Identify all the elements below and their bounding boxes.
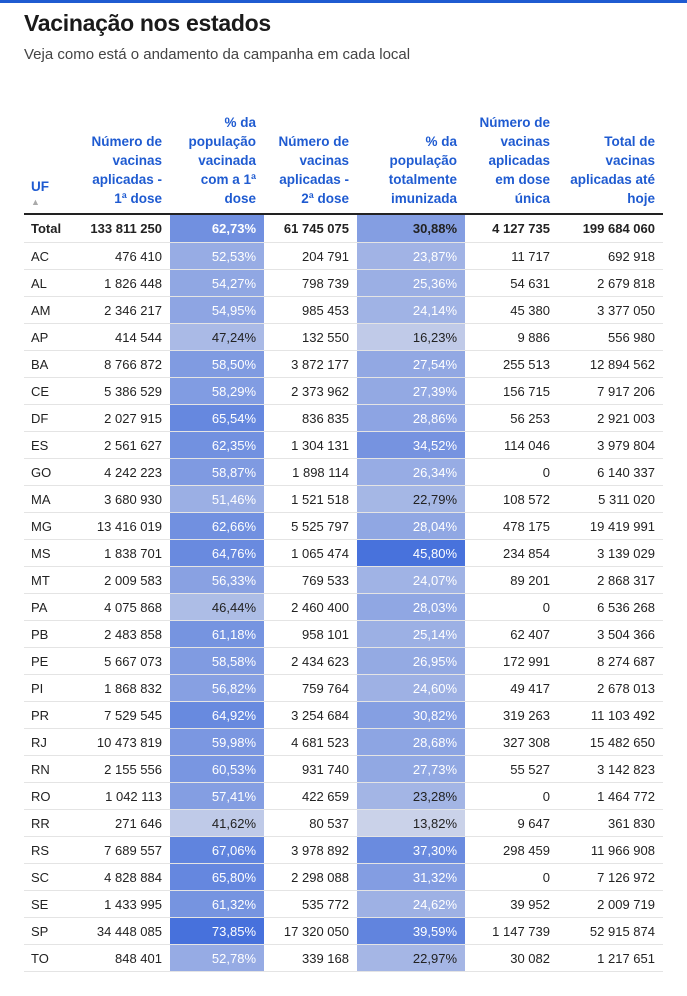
cell-total: 199 684 060	[558, 214, 663, 243]
cell-total: 11 966 908	[558, 837, 663, 864]
cell-uf: SP	[24, 918, 84, 945]
cell-dose1: 1 433 995	[84, 891, 170, 918]
sort-arrow-icon[interactable]: ▲	[31, 197, 40, 207]
table-row	[24, 945, 663, 972]
cell-dose1: 2 483 858	[84, 621, 170, 648]
cell-total: 6 140 337	[558, 459, 663, 486]
column-header-uf[interactable]	[24, 88, 84, 214]
cell-pct-dose1: 60,53%	[170, 756, 264, 783]
cell-total: 7 126 972	[558, 864, 663, 891]
table-row	[24, 378, 663, 405]
cell-dose1: 5 667 073	[84, 648, 170, 675]
cell-total: 1 464 772	[558, 783, 663, 810]
cell-uf: MS	[24, 540, 84, 567]
cell-dose2: 958 101	[264, 621, 357, 648]
table-row	[24, 486, 663, 513]
cell-single-dose: 45 380	[465, 297, 558, 324]
cell-dose1: 1 826 448	[84, 270, 170, 297]
cell-single-dose: 54 631	[465, 270, 558, 297]
cell-pct-dose1: 41,62%	[170, 810, 264, 837]
cell-uf: Total	[24, 214, 84, 243]
cell-uf: AC	[24, 243, 84, 270]
cell-uf: RO	[24, 783, 84, 810]
cell-single-dose: 298 459	[465, 837, 558, 864]
table-row	[24, 648, 663, 675]
cell-pct-full: 27,73%	[357, 756, 465, 783]
cell-uf: AL	[24, 270, 84, 297]
cell-pct-full: 37,30%	[357, 837, 465, 864]
cell-uf: MT	[24, 567, 84, 594]
table-row	[24, 351, 663, 378]
table-row	[24, 783, 663, 810]
cell-total: 6 536 268	[558, 594, 663, 621]
cell-dose1: 271 646	[84, 810, 170, 837]
cell-pct-dose1: 57,41%	[170, 783, 264, 810]
cell-dose1: 1 838 701	[84, 540, 170, 567]
cell-dose1: 4 828 884	[84, 864, 170, 891]
cell-uf: SC	[24, 864, 84, 891]
cell-total: 3 142 823	[558, 756, 663, 783]
cell-pct-full: 30,82%	[357, 702, 465, 729]
cell-pct-full: 28,04%	[357, 513, 465, 540]
cell-dose2: 931 740	[264, 756, 357, 783]
cell-uf: PB	[24, 621, 84, 648]
cell-dose2: 61 745 075	[264, 214, 357, 243]
cell-total: 692 918	[558, 243, 663, 270]
cell-total: 2 679 818	[558, 270, 663, 297]
cell-total: 2 678 013	[558, 675, 663, 702]
table-row	[24, 405, 663, 432]
cell-pct-dose1: 51,46%	[170, 486, 264, 513]
cell-uf: ES	[24, 432, 84, 459]
cell-total: 7 917 206	[558, 378, 663, 405]
table-row	[24, 432, 663, 459]
cell-total: 361 830	[558, 810, 663, 837]
cell-pct-dose1: 64,76%	[170, 540, 264, 567]
cell-dose1: 2 009 583	[84, 567, 170, 594]
cell-pct-dose1: 58,50%	[170, 351, 264, 378]
cell-pct-dose1: 54,27%	[170, 270, 264, 297]
cell-dose2: 17 320 050	[264, 918, 357, 945]
cell-pct-dose1: 65,54%	[170, 405, 264, 432]
cell-uf: TO	[24, 945, 84, 972]
cell-pct-full: 34,52%	[357, 432, 465, 459]
cell-dose2: 422 659	[264, 783, 357, 810]
cell-dose1: 414 544	[84, 324, 170, 351]
table-row	[24, 756, 663, 783]
cell-uf: PE	[24, 648, 84, 675]
cell-pct-dose1: 65,80%	[170, 864, 264, 891]
cell-pct-dose1: 61,18%	[170, 621, 264, 648]
cell-pct-full: 16,23%	[357, 324, 465, 351]
cell-pct-full: 39,59%	[357, 918, 465, 945]
table-row	[24, 270, 663, 297]
table-row	[24, 459, 663, 486]
cell-total: 19 419 991	[558, 513, 663, 540]
cell-pct-full: 27,39%	[357, 378, 465, 405]
cell-dose1: 4 242 223	[84, 459, 170, 486]
cell-pct-dose1: 73,85%	[170, 918, 264, 945]
cell-total: 8 274 687	[558, 648, 663, 675]
table-row	[24, 594, 663, 621]
cell-dose2: 1 898 114	[264, 459, 357, 486]
cell-pct-dose1: 62,73%	[170, 214, 264, 243]
cell-pct-dose1: 59,98%	[170, 729, 264, 756]
cell-uf: PI	[24, 675, 84, 702]
cell-dose2: 798 739	[264, 270, 357, 297]
cell-pct-full: 28,68%	[357, 729, 465, 756]
table-row	[24, 810, 663, 837]
cell-pct-dose1: 62,66%	[170, 513, 264, 540]
cell-pct-full: 13,82%	[357, 810, 465, 837]
cell-total: 2 009 719	[558, 891, 663, 918]
cell-dose1: 4 075 868	[84, 594, 170, 621]
vaccination-table	[24, 88, 663, 972]
cell-uf: AM	[24, 297, 84, 324]
cell-pct-dose1: 67,06%	[170, 837, 264, 864]
cell-dose1: 1 868 832	[84, 675, 170, 702]
cell-total: 11 103 492	[558, 702, 663, 729]
cell-uf: MG	[24, 513, 84, 540]
cell-uf: RJ	[24, 729, 84, 756]
cell-dose2: 769 533	[264, 567, 357, 594]
cell-single-dose: 319 263	[465, 702, 558, 729]
cell-dose1: 2 561 627	[84, 432, 170, 459]
table-row	[24, 675, 663, 702]
cell-dose2: 132 550	[264, 324, 357, 351]
cell-pct-dose1: 58,87%	[170, 459, 264, 486]
cell-pct-full: 23,28%	[357, 783, 465, 810]
cell-pct-full: 30,88%	[357, 214, 465, 243]
cell-uf: PA	[24, 594, 84, 621]
cell-single-dose: 327 308	[465, 729, 558, 756]
cell-dose1: 476 410	[84, 243, 170, 270]
cell-dose1: 2 027 915	[84, 405, 170, 432]
cell-dose2: 3 978 892	[264, 837, 357, 864]
table-row	[24, 621, 663, 648]
cell-dose1: 7 529 545	[84, 702, 170, 729]
cell-pct-full: 24,14%	[357, 297, 465, 324]
cell-uf: AP	[24, 324, 84, 351]
cell-pct-dose1: 54,95%	[170, 297, 264, 324]
cell-single-dose: 39 952	[465, 891, 558, 918]
cell-pct-full: 22,79%	[357, 486, 465, 513]
cell-dose1: 8 766 872	[84, 351, 170, 378]
cell-single-dose: 1 147 739	[465, 918, 558, 945]
cell-dose2: 1 521 518	[264, 486, 357, 513]
cell-total: 2 868 317	[558, 567, 663, 594]
cell-total: 3 377 050	[558, 297, 663, 324]
cell-total: 2 921 003	[558, 405, 663, 432]
cell-pct-full: 26,34%	[357, 459, 465, 486]
cell-dose2: 759 764	[264, 675, 357, 702]
cell-uf: CE	[24, 378, 84, 405]
cell-dose1: 848 401	[84, 945, 170, 972]
table-row	[24, 918, 663, 945]
cell-single-dose: 234 854	[465, 540, 558, 567]
cell-single-dose: 108 572	[465, 486, 558, 513]
cell-single-dose: 49 417	[465, 675, 558, 702]
cell-pct-full: 28,03%	[357, 594, 465, 621]
cell-pct-dose1: 52,78%	[170, 945, 264, 972]
cell-pct-dose1: 47,24%	[170, 324, 264, 351]
table-row	[24, 540, 663, 567]
cell-pct-dose1: 58,58%	[170, 648, 264, 675]
cell-dose1: 3 680 930	[84, 486, 170, 513]
cell-dose2: 2 298 088	[264, 864, 357, 891]
cell-pct-full: 24,07%	[357, 567, 465, 594]
table-row	[24, 837, 663, 864]
cell-single-dose: 0	[465, 864, 558, 891]
cell-dose1: 10 473 819	[84, 729, 170, 756]
cell-pct-dose1: 61,32%	[170, 891, 264, 918]
cell-uf: DF	[24, 405, 84, 432]
cell-pct-dose1: 62,35%	[170, 432, 264, 459]
table-row	[24, 297, 663, 324]
cell-dose1: 2 346 217	[84, 297, 170, 324]
cell-dose2: 3 872 177	[264, 351, 357, 378]
cell-dose2: 339 168	[264, 945, 357, 972]
cell-pct-full: 25,14%	[357, 621, 465, 648]
cell-uf: SE	[24, 891, 84, 918]
cell-uf: PR	[24, 702, 84, 729]
cell-dose2: 1 304 131	[264, 432, 357, 459]
cell-single-dose: 9 886	[465, 324, 558, 351]
table-row	[24, 243, 663, 270]
cell-total: 12 894 562	[558, 351, 663, 378]
table-row	[24, 324, 663, 351]
cell-uf: GO	[24, 459, 84, 486]
cell-total: 15 482 650	[558, 729, 663, 756]
cell-dose2: 836 835	[264, 405, 357, 432]
cell-pct-full: 31,32%	[357, 864, 465, 891]
column-header-dose1[interactable]: Número de vacinas aplicadas - 1ª dose	[84, 88, 170, 214]
cell-single-dose: 0	[465, 783, 558, 810]
column-header-pct-full[interactable]: % da população totalmente imunizada	[357, 88, 465, 214]
cell-single-dose: 89 201	[465, 567, 558, 594]
cell-dose2: 1 065 474	[264, 540, 357, 567]
column-header-single-dose[interactable]: Número de vacinas aplicadas em dose única	[465, 88, 558, 214]
table-row	[24, 729, 663, 756]
cell-single-dose: 11 717	[465, 243, 558, 270]
cell-pct-full: 24,62%	[357, 891, 465, 918]
cell-total: 1 217 651	[558, 945, 663, 972]
cell-pct-full: 24,60%	[357, 675, 465, 702]
cell-uf: RN	[24, 756, 84, 783]
cell-dose1: 5 386 529	[84, 378, 170, 405]
column-header-pct-dose1[interactable]: % da população vacinada com a 1ª dose	[170, 88, 264, 214]
cell-pct-full: 27,54%	[357, 351, 465, 378]
cell-single-dose: 0	[465, 459, 558, 486]
cell-pct-full: 45,80%	[357, 540, 465, 567]
cell-single-dose: 62 407	[465, 621, 558, 648]
cell-single-dose: 255 513	[465, 351, 558, 378]
cell-total: 3 504 366	[558, 621, 663, 648]
table-row	[24, 891, 663, 918]
cell-single-dose: 478 175	[465, 513, 558, 540]
cell-uf: MA	[24, 486, 84, 513]
cell-single-dose: 156 715	[465, 378, 558, 405]
column-header-total[interactable]: Total de vacinas aplicadas até hoje	[558, 88, 663, 214]
cell-dose1: 34 448 085	[84, 918, 170, 945]
cell-dose2: 2 460 400	[264, 594, 357, 621]
cell-dose2: 80 537	[264, 810, 357, 837]
cell-dose2: 204 791	[264, 243, 357, 270]
table-row	[24, 513, 663, 540]
cell-dose1: 7 689 557	[84, 837, 170, 864]
cell-pct-dose1: 46,44%	[170, 594, 264, 621]
cell-dose2: 2 434 623	[264, 648, 357, 675]
cell-pct-dose1: 58,29%	[170, 378, 264, 405]
cell-single-dose: 0	[465, 594, 558, 621]
cell-pct-full: 25,36%	[357, 270, 465, 297]
table-header-row	[24, 88, 663, 214]
top-accent-line	[0, 0, 687, 3]
cell-dose2: 985 453	[264, 297, 357, 324]
cell-single-dose: 55 527	[465, 756, 558, 783]
column-header-dose2[interactable]: Número de vacinas aplicadas - 2ª dose	[264, 88, 357, 214]
cell-dose1: 2 155 556	[84, 756, 170, 783]
page-title: Vacinação nos estados	[24, 10, 271, 36]
cell-dose1: 13 416 019	[84, 513, 170, 540]
cell-dose2: 535 772	[264, 891, 357, 918]
cell-dose1: 133 811 250	[84, 214, 170, 243]
cell-pct-dose1: 52,53%	[170, 243, 264, 270]
table-row	[24, 567, 663, 594]
table-row	[24, 864, 663, 891]
cell-total: 3 979 804	[558, 432, 663, 459]
cell-single-dose: 172 991	[465, 648, 558, 675]
cell-pct-full: 22,97%	[357, 945, 465, 972]
cell-dose1: 1 042 113	[84, 783, 170, 810]
cell-pct-full: 28,86%	[357, 405, 465, 432]
cell-pct-dose1: 56,82%	[170, 675, 264, 702]
cell-uf: BA	[24, 351, 84, 378]
cell-pct-dose1: 64,92%	[170, 702, 264, 729]
cell-single-dose: 56 253	[465, 405, 558, 432]
cell-dose2: 3 254 684	[264, 702, 357, 729]
cell-total: 556 980	[558, 324, 663, 351]
cell-dose2: 2 373 962	[264, 378, 357, 405]
table-body	[24, 214, 663, 972]
column-header-label: UF	[31, 179, 49, 194]
cell-single-dose: 4 127 735	[465, 214, 558, 243]
table-row-total	[24, 214, 663, 243]
table-row	[24, 702, 663, 729]
cell-total: 52 915 874	[558, 918, 663, 945]
cell-total: 3 139 029	[558, 540, 663, 567]
cell-single-dose: 9 647	[465, 810, 558, 837]
cell-dose2: 4 681 523	[264, 729, 357, 756]
cell-single-dose: 114 046	[465, 432, 558, 459]
cell-dose2: 5 525 797	[264, 513, 357, 540]
cell-pct-full: 23,87%	[357, 243, 465, 270]
cell-single-dose: 30 082	[465, 945, 558, 972]
cell-uf: RR	[24, 810, 84, 837]
cell-pct-full: 26,95%	[357, 648, 465, 675]
cell-uf: RS	[24, 837, 84, 864]
cell-total: 5 311 020	[558, 486, 663, 513]
page-subtitle: Veja como está o andamento da campanha em cada local	[24, 46, 411, 63]
cell-pct-dose1: 56,33%	[170, 567, 264, 594]
